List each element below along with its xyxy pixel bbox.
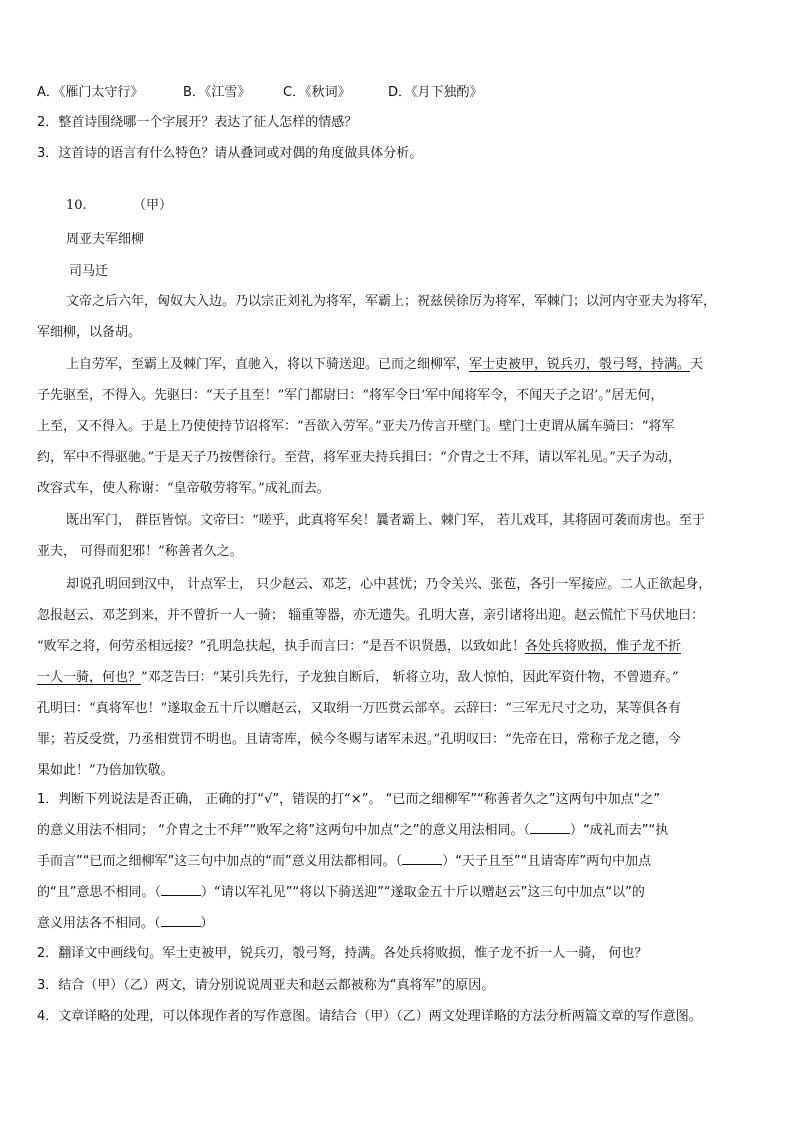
question-text: ） [200, 916, 214, 931]
question-4-bottom: 4．文章详略的处理，可以体现作者的写作意图。请结合（甲）（乙）两文处理详略的方法分析两篇文章的写作意图。 [37, 1009, 702, 1024]
passage-line: 约，军中不得驱驰。”于是天子乃按辔徐行。至营，将军亚夫持兵揖曰：“介胄之士不拜，请以军礼见。”天子为动， [37, 450, 681, 465]
passage-line: 子先驱至，不得入。先驱曰：“天子且至！”军门都尉曰：“将军令曰‘军中闻将军令，不闻天子之诏’。”居无何， [37, 388, 664, 403]
passage-line: 文帝之后六年，匈奴大入边。乃以宗正刘礼为将军，军霸上；祝兹侯徐厉为将军，军棘门；以河内守亚夫为将军， [66, 294, 717, 309]
answer-blank[interactable] [161, 883, 201, 896]
passage-line: 上至，又不得入。于是上乃使使持节诏将军：“吾欲入劳军。”亚夫乃传言开壁门。壁门士吏谓从属车骑曰：“将军 [37, 419, 675, 434]
option-a: A．《雁门太守行》 [37, 85, 144, 100]
question-text: 的“且”意思不相同。（ [37, 885, 161, 900]
option-c: C．《秋词》 [283, 85, 351, 100]
option-d: D．《月下独酌》 [388, 85, 483, 100]
question-text: ）“请以军礼见”“将以下骑送迎”“遂取金五十斤以赠赵云”这三句中加点“以”的 [200, 885, 645, 900]
passage-line: 军细柳，以备胡。 [37, 325, 142, 340]
underlined-sentence-2: 各处兵将败损，惟子龙不折 [524, 639, 681, 654]
question-text: ）“成礼而去”“执 [570, 823, 669, 838]
answer-blank[interactable] [402, 852, 442, 865]
passage-line [37, 669, 679, 687]
passage-text: ”邓芝告曰：“某引兵先行，子龙独自断后， 斩将立功，敌人惊怕，因此军资什物，不曾遗弃。” [141, 670, 679, 685]
passage-author: 司马迁 [69, 264, 109, 279]
question-3-top: 3．这首诗的语言有什么特色？请从叠词或对偶的角度做具体分析。 [37, 146, 423, 161]
underlined-sentence-1: 军士吏被甲，锐兵刃，彀弓弩，持满。 [469, 357, 691, 372]
question-text: 手而言”“已而之细柳军”这三句中加点的“而”意义用法都相同。（ [37, 854, 403, 869]
passage-title: 周亚夫军细柳 [66, 232, 145, 247]
passage-line [66, 356, 703, 374]
passage-line [37, 638, 681, 656]
passage-line: 忽报赵云、邓芝到来，并不曾折一人一骑； 辎重等器，亦无遗失。孔明大喜，亲引诸将出迎。赵云慌忙下马伏地曰： [37, 608, 705, 623]
passage-text: 天 [690, 357, 704, 372]
underlined-sentence-3: 一人一骑，何也？ [37, 670, 142, 685]
passage-text: 上自劳军，至霸上及棘门军，直驰入，将以下骑送迎。已而之细柳军， [66, 357, 470, 372]
question-1-line: 1．判断下列说法是否正确， 正确的打“√”，错误的打“×”。 “已而之细柳军”“称善者久之”这两句中加点“之” [37, 792, 661, 807]
passage-line: 果如此！”乃倍加钦敬。 [37, 763, 174, 778]
passage-line: 改容式车，使人称谢：“皇帝敬劳将军。”成礼而去。 [37, 481, 330, 496]
question-text: 意义用法各不相同。（ [37, 916, 161, 931]
passage-number: 10. [66, 198, 87, 213]
passage-line: 亚夫， 可得而犯邪！”称善者久之。 [37, 544, 243, 559]
passage-text: “败军之将，何劳丞相远接？”孔明急扶起，执手而言曰：“是吾不识贤愚，以致如此！ [37, 639, 525, 654]
option-b: B．《江雪》 [183, 85, 251, 100]
question-1-line [37, 821, 668, 840]
question-1-line [37, 852, 651, 871]
question-1-line [37, 883, 645, 902]
passage-line: 孔明曰：“真将军也！”遂取金五十斤以赠赵云，又取绢一万匹赏云部卒。云辞曰：“三军无尺寸之功，某等俱各有 [37, 701, 681, 716]
question-2-bottom: 2．翻译文中画线句。军士吏被甲，锐兵刃，彀弓弩，持满。各处兵将败损，惟子龙不折一人一骑， 何也？ [37, 946, 648, 961]
part-a-label: （甲） [133, 198, 173, 213]
question-2-top: 2．整首诗围绕哪一个字展开？表达了征人怎样的情感？ [37, 115, 358, 130]
answer-blank[interactable] [530, 821, 570, 834]
answer-blank[interactable] [161, 914, 201, 927]
passage-line: 罪；若反受赏，乃丞相赏罚不明也。且请寄库，候今冬赐与诸军未迟。”孔明叹曰：“先帝在日，常称子龙之德，今 [37, 732, 681, 747]
passage-line: 既出军门， 群臣皆惊。文帝曰：“嗟乎，此真将军矣！曩者霸上、棘门军， 若儿戏耳，其将固可袭而虏也。至于 [66, 513, 705, 528]
question-text: ）“天子且至”“且请寄库”两句中加点 [442, 854, 652, 869]
question-3-bottom: 3．结合（甲）（乙）两文，请分别说说周亚夫和赵云都被称为“真将军”的原因。 [37, 978, 495, 993]
question-1-line [37, 914, 214, 933]
question-text: 的意义用法不相同； “介胄之士不拜”“败军之将”这两句中加点“之”的意义用法相同。（ [37, 823, 531, 838]
passage-line: 却说孔明回到汉中， 计点军士， 只少赵云、邓芝，心中甚忧；乃令关兴、张苞，各引一军接应。二人正欲起身， [66, 577, 712, 592]
